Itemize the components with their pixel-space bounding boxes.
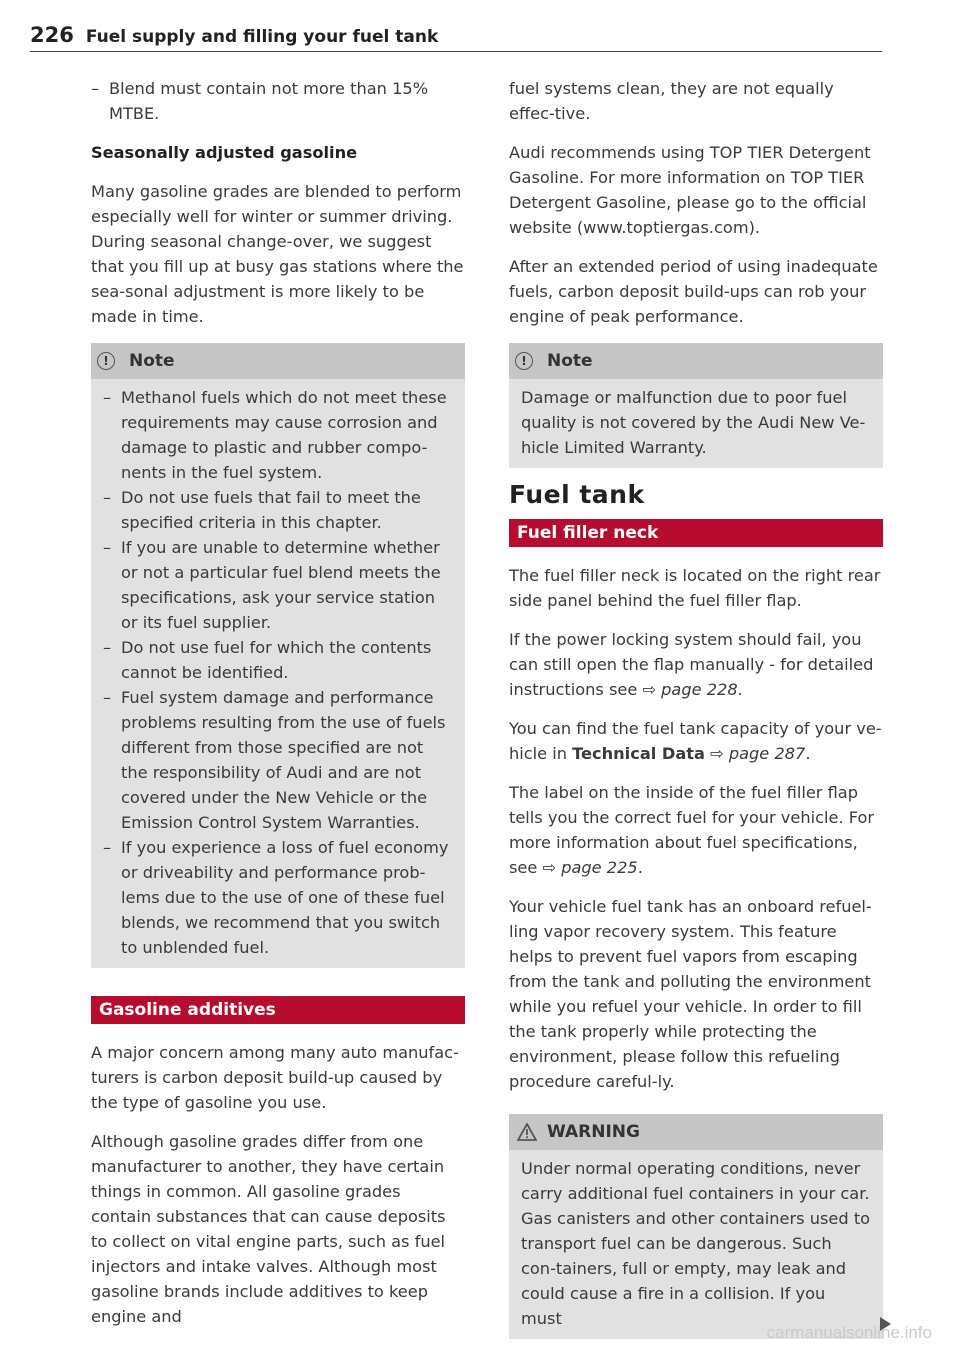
list-item: – Blend must contain not more than 15% MTBE. xyxy=(91,76,465,126)
text: If the power locking system should fail, you can still open the flap manually - for detailed instructions see xyxy=(509,630,874,699)
mtbe-list xyxy=(91,76,465,126)
note-body xyxy=(91,379,465,968)
note-header xyxy=(91,343,465,379)
warning-box xyxy=(509,1114,883,1339)
page-header xyxy=(30,22,882,52)
text: . xyxy=(737,680,743,699)
chapter-title: Fuel supply and filling your fuel tank xyxy=(85,27,439,47)
text: . xyxy=(637,858,643,877)
list-item: – If you experience a loss of fuel economy or driveability and performance prob-lems due to the use of one of these fuel blends, we recommend that you switch to unblended fuel. xyxy=(103,835,453,960)
note-header xyxy=(509,343,883,379)
paragraph: The fuel filler neck is located on the right rear side panel behind the fuel filler flap. xyxy=(509,566,881,610)
list-item: – Do not use fuel for which the contents cannot be identified. xyxy=(103,635,453,685)
seasonal-heading: Seasonally adjusted gasoline xyxy=(91,143,358,162)
warning-triangle-icon xyxy=(517,1123,537,1141)
note-body: Damage or malfunction due to poor fuel quality is not covered by the Audi New Ve-hicle Limited Warranty. xyxy=(521,388,866,457)
left-column xyxy=(91,76,465,1343)
watermark: carmanualsonline.info xyxy=(766,1323,932,1342)
additives-paragraph: Although gasoline grades differ from one manufacturer to another, they have certain things in common. All gasoline grades contain substances that can cause deposits to collect on vital engine parts, such as fuel injectors and intake valves. Although most gasoline brands include additives to keep engine and xyxy=(91,1132,446,1326)
info-icon: ! xyxy=(515,352,533,370)
additives-paragraph: A major concern among many auto manufac-turers is carbon deposit build-up caused by the type of gasoline you use. xyxy=(91,1043,459,1112)
section-title: Fuel tank xyxy=(509,480,645,509)
list-item: – Do not use fuels that fail to meet the specified criteria in this chapter. xyxy=(103,485,453,535)
list-item: – If you are unable to determine whether or not a particular fuel blend meets the specifications, ask your service station or its fuel supplier. xyxy=(103,535,453,635)
additives-heading: Gasoline additives xyxy=(91,996,465,1024)
paragraph: Your vehicle fuel tank has an onboard refuel-ling vapor recovery system. This feature helps to prevent fuel vapors from escaping from the tank and polluting the environment while you refuel your vehicle. In order to fill the tank properly while protecting the environment, please follow this refueling procedure careful-ly. xyxy=(509,897,872,1091)
paragraph xyxy=(509,627,883,702)
info-icon: ! xyxy=(97,352,115,370)
bold-term: Technical Data xyxy=(572,744,705,763)
note-title: Note xyxy=(129,350,175,371)
list-item: – Methanol fuels which do not meet these requirements may cause corrosion and damage to plastic and rubber compo-nents in the fuel system. xyxy=(103,385,453,485)
seasonal-paragraph: Many gasoline grades are blended to perform especially well for winter or summer driving. During seasonal change-over, we suggest that you fill up at busy gas stations where the sea-sonal adjustment is more likely to be made in time. xyxy=(91,182,464,326)
note-title: Note xyxy=(547,350,593,371)
paragraph xyxy=(509,780,883,880)
page-link[interactable]: ⇨ page 228 xyxy=(642,680,738,699)
list-item: – Fuel system damage and performance problems resulting from the use of fuels different from those specified are not the responsibility of Audi and are not covered under the New Vehicle or the Emission Control System Warranties. xyxy=(103,685,453,835)
paragraph xyxy=(509,716,883,766)
warning-title: WARNING xyxy=(547,1121,640,1142)
warning-header xyxy=(509,1114,883,1150)
paragraph: fuel systems clean, they are not equally effec-tive. xyxy=(509,79,834,123)
subsection-heading: Fuel filler neck xyxy=(509,519,883,547)
text: The label on the inside of the fuel filler flap tells you the correct fuel for your vehicle. For more information about fuel specifications, see xyxy=(509,783,875,877)
page-link[interactable]: ⇨ page 287 xyxy=(710,744,806,763)
paragraph: After an extended period of using inadequate fuels, carbon deposit build-ups can rob your engine of peak performance. xyxy=(509,257,878,326)
page-number: 226 xyxy=(30,23,74,47)
note-box xyxy=(91,343,465,968)
paragraph: Audi recommends using TOP TIER Detergent Gasoline. For more information on TOP TIER Detergent Gasoline, please go to the official website (www.toptiergas.com). xyxy=(509,143,871,237)
note-list xyxy=(103,385,453,960)
note-box xyxy=(509,343,883,468)
warning-body: Under normal operating conditions, never carry additional fuel containers in your car. Gas canisters and other containers used to transport fuel can be dangerous. Such con-tainers, full or empty, may leak and could cause a fire in a collision. If you must xyxy=(521,1159,871,1328)
right-column xyxy=(509,76,883,1339)
text: . xyxy=(805,744,811,763)
page-link[interactable]: ⇨ page 225 xyxy=(542,858,638,877)
text: You can find the fuel tank capacity of your ve-hicle in xyxy=(509,719,882,763)
